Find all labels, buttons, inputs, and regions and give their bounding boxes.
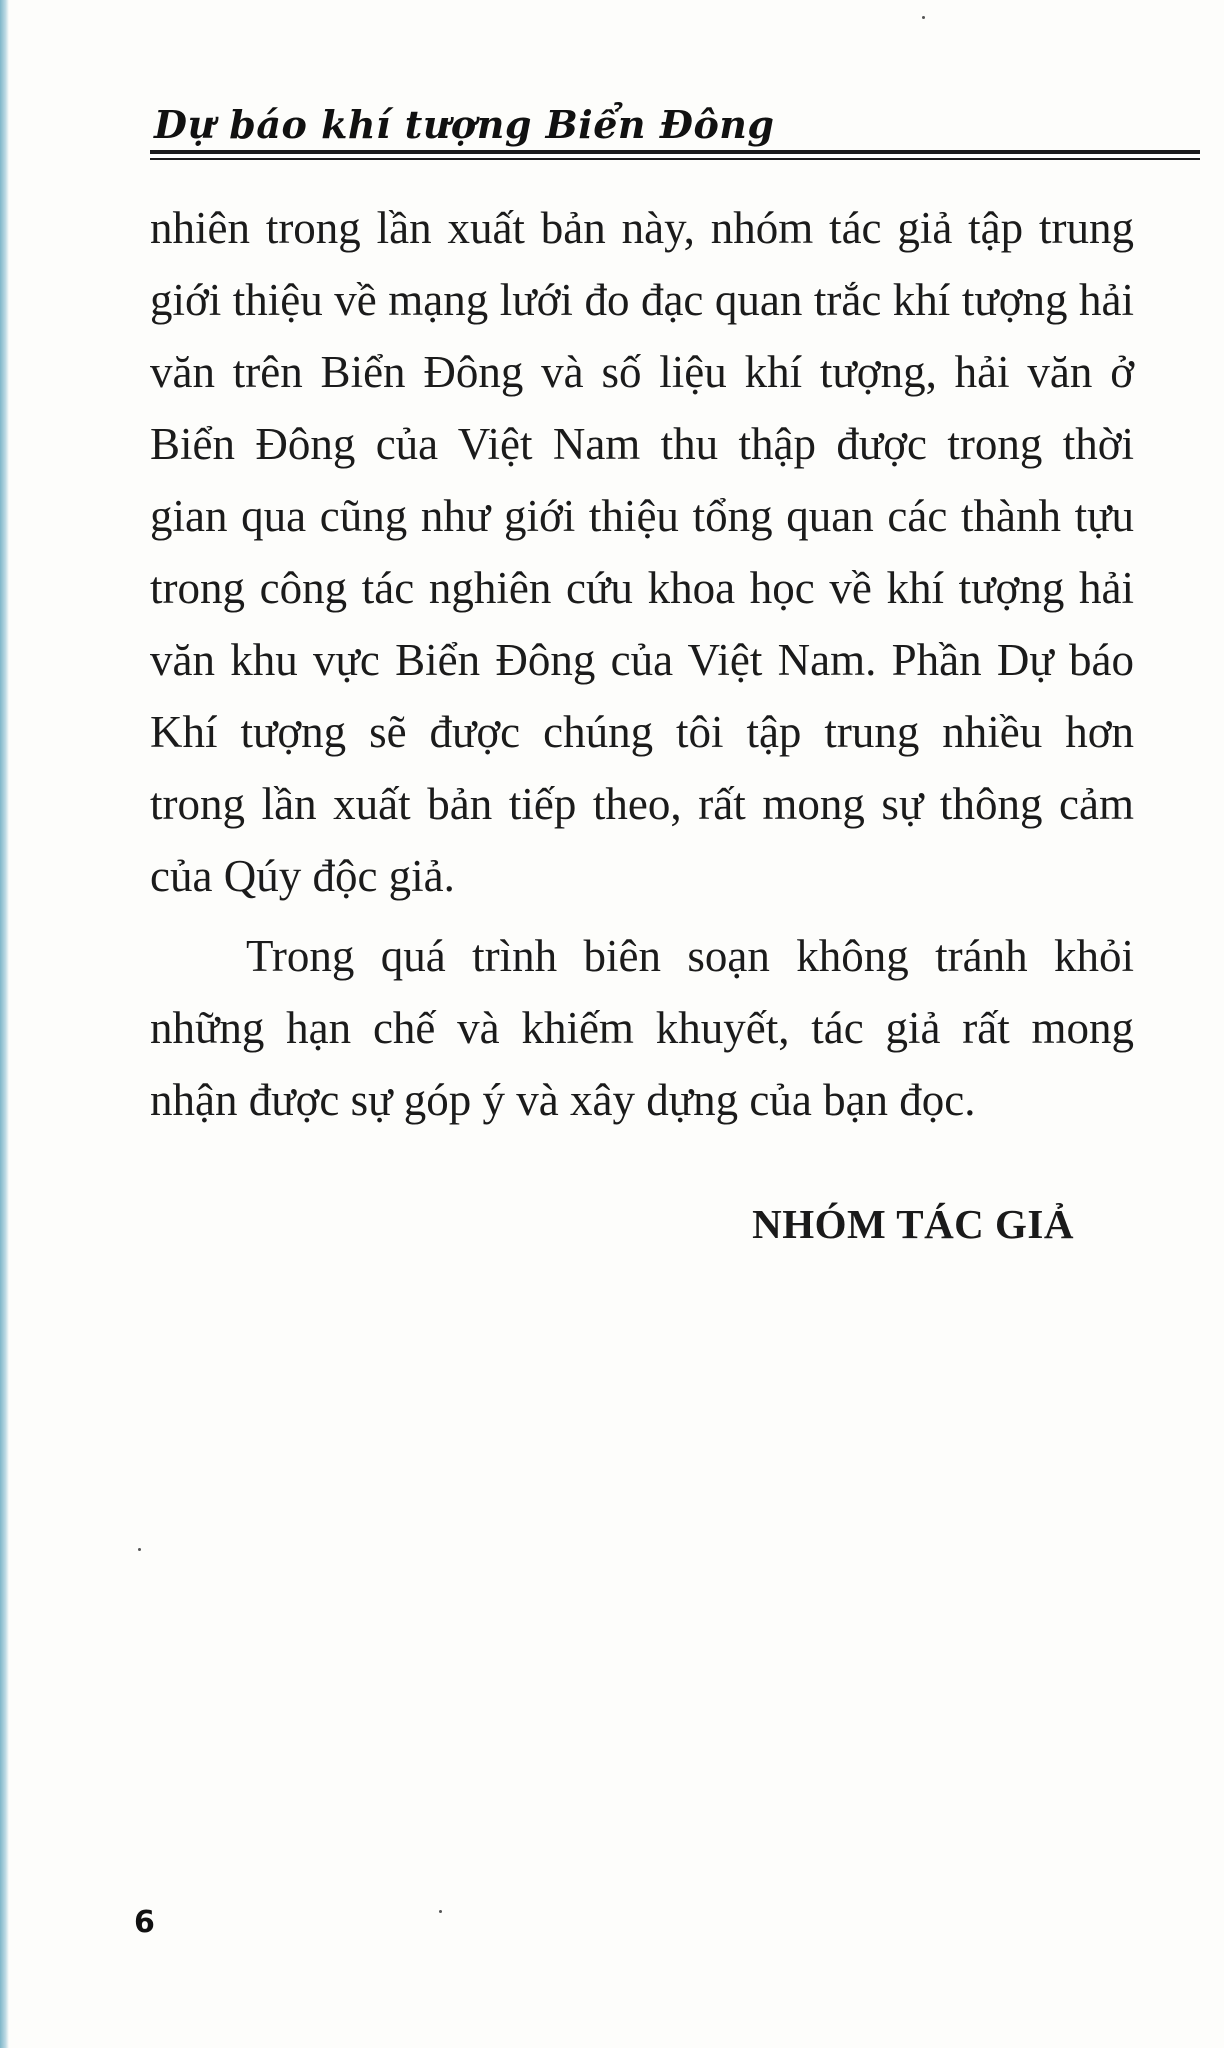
- paragraph-closing: Trong quá trình biên soạn không tránh khỏi những hạn chế và khiếm khuyết, tác giả rất mong nhận được sự góp ý và xây dựng của bạn đọc.: [150, 931, 1134, 1125]
- running-header-title: Dự báo khí tượng Biển Đông: [154, 102, 775, 147]
- scan-speck: [439, 1910, 442, 1913]
- scan-edge-strip: [0, 0, 9, 2048]
- paragraph-continuation: nhiên trong lần xuất bản này, nhóm tác giả tập trung giới thiệu về mạng lưới đo đạc quan trắc khí tượng hải văn trên Biển Đông và số liệu khí tượng, hải văn ở Biển Đông của Việt Nam thu thập được trong thời gian qua cũng như giới thiệu tổng quan các thành tựu trong công tác nghiên cứu khoa học về khí tượng hải văn khu vực Biển Đông của Việt Nam. Phần Dự báo Khí tượng sẽ được chúng tôi tập trung nhiều hơn trong lần xuất bản tiếp theo, rất mong sự thông cảm của Qúy độc giả.: [150, 203, 1134, 901]
- page-number: 6: [134, 1905, 155, 1940]
- scan-speck: [922, 16, 925, 19]
- running-header: [150, 96, 1200, 166]
- body-text: [150, 192, 1134, 1136]
- author-signature: NHÓM TÁC GIẢ: [752, 1201, 1074, 1247]
- header-rule-thick: [150, 150, 1200, 154]
- scan-speck: [138, 1548, 141, 1551]
- header-rule-thin: [150, 158, 1200, 160]
